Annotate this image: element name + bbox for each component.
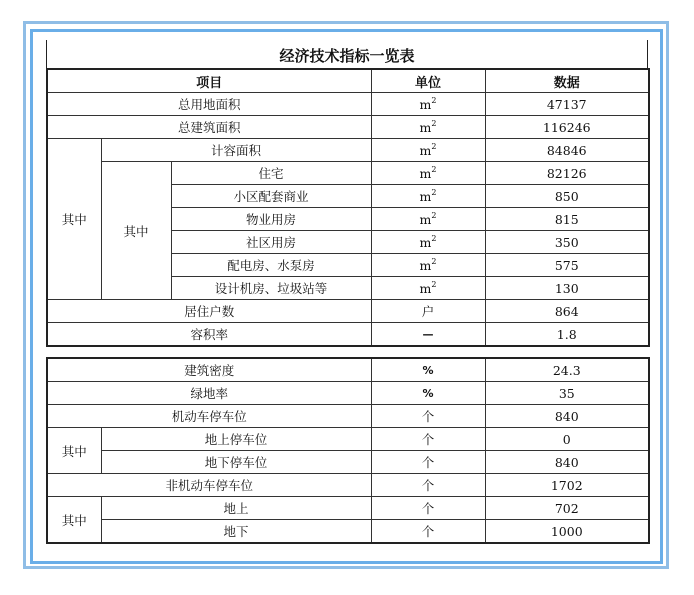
row-label: 总用地面积 (47, 93, 371, 116)
table-row (47, 497, 649, 520)
table-row (47, 162, 649, 185)
table-row (47, 300, 649, 323)
group-label: 其中 (47, 139, 101, 300)
row-value: 850 (485, 185, 649, 208)
header-row (47, 69, 649, 93)
table-row (47, 358, 649, 382)
row-unit: 个 (371, 451, 485, 474)
row-value: 575 (485, 254, 649, 277)
row-unit: $m^2$ (371, 254, 485, 277)
table-row (47, 520, 649, 544)
row-label: 设计机房、垃圾站等 (171, 277, 371, 300)
row-value: 840 (485, 405, 649, 428)
row-label: 小区配套商业 (171, 185, 371, 208)
row-unit: $m^2$ (371, 139, 485, 162)
header-item: 项目 (47, 69, 371, 93)
row-unit: % (371, 358, 485, 382)
header-unit: 单位 (371, 69, 485, 93)
row-unit: 个 (371, 405, 485, 428)
row-value: 1.8 (485, 323, 649, 347)
row-value: 1702 (485, 474, 649, 497)
table-row (47, 474, 649, 497)
table-row (47, 382, 649, 405)
row-label: 地上 (101, 497, 371, 520)
row-label: 住宅 (171, 162, 371, 185)
row-unit: $m^2$ (371, 116, 485, 139)
row-value: 82126 (485, 162, 649, 185)
secondary-indicator-table (46, 357, 650, 544)
row-unit: 个 (371, 474, 485, 497)
row-label: 社区用房 (171, 231, 371, 254)
table-row (47, 139, 649, 162)
row-label: 绿地率 (47, 382, 371, 405)
row-unit: $m^2$ (371, 231, 485, 254)
table-row (47, 428, 649, 451)
group-label: 其中 (47, 497, 101, 544)
row-label: 非机动车停车位 (47, 474, 371, 497)
row-value: 84846 (485, 139, 649, 162)
row-unit: 个 (371, 520, 485, 544)
main-indicator-table (46, 68, 650, 347)
row-unit: 户 (371, 300, 485, 323)
row-value: 864 (485, 300, 649, 323)
row-value: 35 (485, 382, 649, 405)
row-value: 24.3 (485, 358, 649, 382)
row-value: 840 (485, 451, 649, 474)
row-unit: — (371, 323, 485, 347)
row-label: 总建筑面积 (47, 116, 371, 139)
row-label: 地上停车位 (101, 428, 371, 451)
row-value: 350 (485, 231, 649, 254)
row-unit: $m^2$ (371, 277, 485, 300)
sub-group-label: 其中 (101, 162, 171, 300)
row-value: 815 (485, 208, 649, 231)
row-value: 47137 (485, 93, 649, 116)
table-row (47, 451, 649, 474)
row-unit: 个 (371, 497, 485, 520)
row-label: 配电房、水泵房 (171, 254, 371, 277)
header-data: 数据 (485, 69, 649, 93)
table-title: 经济技术指标一览表 (46, 40, 648, 68)
row-unit: 个 (371, 428, 485, 451)
row-label: 居住户数 (47, 300, 371, 323)
row-value: 1000 (485, 520, 649, 544)
row-unit: $m^2$ (371, 93, 485, 116)
row-unit: $m^2$ (371, 162, 485, 185)
row-label: 计容面积 (101, 139, 371, 162)
row-label: 容积率 (47, 323, 371, 347)
table-row (47, 405, 649, 428)
row-label: 地下停车位 (101, 451, 371, 474)
row-label: 地下 (101, 520, 371, 544)
row-label: 物业用房 (171, 208, 371, 231)
row-unit: $m^2$ (371, 208, 485, 231)
row-label: 机动车停车位 (47, 405, 371, 428)
row-value: 702 (485, 497, 649, 520)
row-value: 0 (485, 428, 649, 451)
group-label: 其中 (47, 428, 101, 474)
row-value: 130 (485, 277, 649, 300)
row-unit: % (371, 382, 485, 405)
row-value: 116246 (485, 116, 649, 139)
indicator-document (46, 40, 648, 544)
row-unit: $m^2$ (371, 185, 485, 208)
row-label: 建筑密度 (47, 358, 371, 382)
table-row (47, 93, 649, 116)
table-row (47, 323, 649, 347)
table-row (47, 116, 649, 139)
